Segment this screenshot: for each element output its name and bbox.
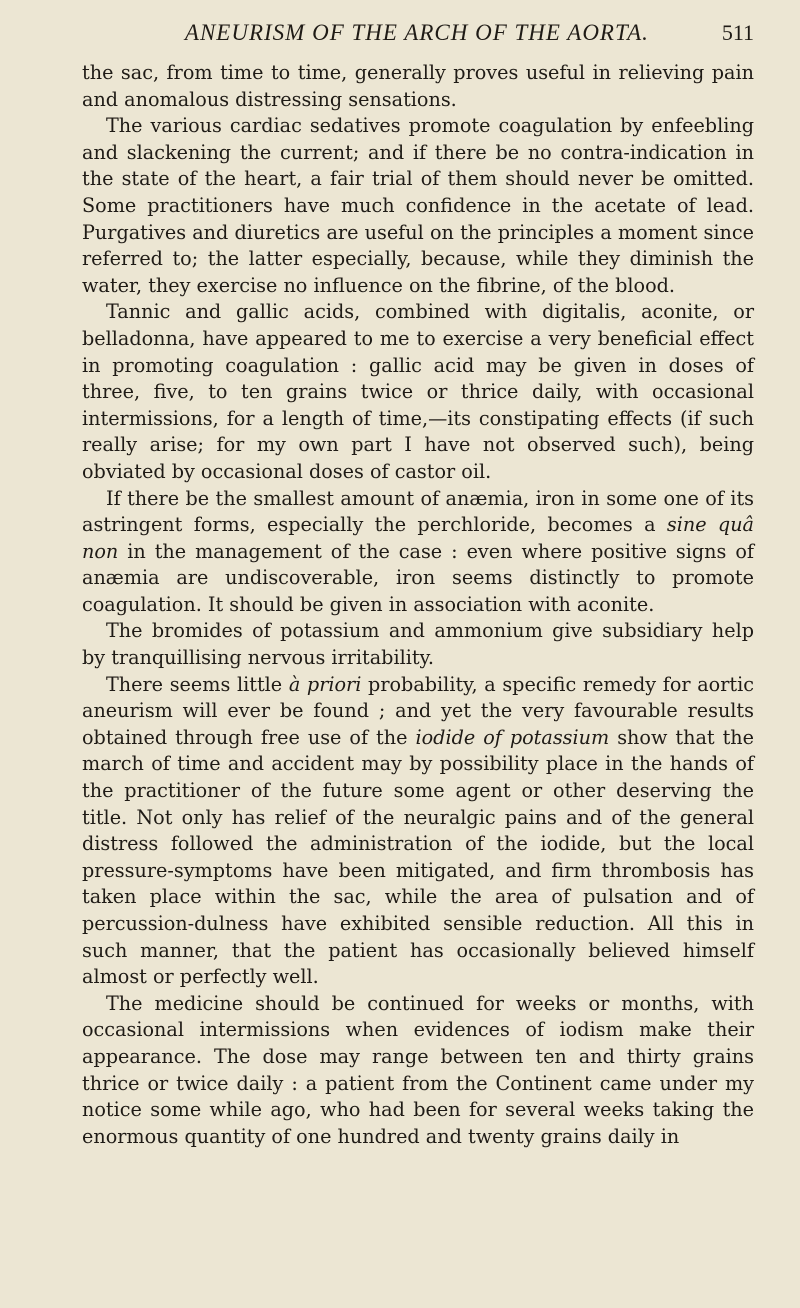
paragraph	[82, 486, 754, 619]
text-span: in the management of the case : even where positive signs of anæmia are undiscoverable, iron seems distinctly to promote coagulation. It should be given in association with aconite.	[82, 539, 754, 616]
italic-phrase: à priori	[288, 672, 362, 696]
page-number: 511	[721, 20, 754, 45]
text-span: probability, a specific remedy for aortic aneurism will ever be found ; and yet the very favourable results obtained through free use of the	[82, 672, 754, 749]
paragraph: The various cardiac sedatives promote coagulation by enfeebling and slackening the current; and if there be no contra-indication in the state of the heart, a fair trial of them should never be omitted. Some practitioners have much confidence in the acetate of lead. Purgatives and diuretics are useful on the principles a moment since referred to; the latter especially, because, while they diminish the water, they exercise no influence on the fibrine, of the blood.	[82, 114, 754, 297]
body-text	[82, 60, 754, 1150]
italic-phrase: sine quâ non	[82, 513, 754, 563]
paragraph: the sac, from time to time, generally proves useful in relieving pain and anomalous distressing sensations.	[82, 61, 754, 111]
paragraph: Tannic and gallic acids, combined with digitalis, aconite, or belladonna, have appeared to me to exercise a very beneficial effect in promoting coagulation : gallic acid may be given in doses of three, five, to ten grains twice or thrice daily, with occasional intermissions, for a length of time,—its constipating effects (if such really arise; for my own part I have not observed such), being obviated by occasional doses of castor oil.	[82, 300, 754, 483]
text-span: show that the march of time and accident may by possibility place in the hands of the practitioner of the future some agent or other deserving the title. Not only has relief of the neuralgic pains and of the general distress followed the administration of the iodide, but the local pressure-symptoms have been mitigated, and firm thrombosis has taken place within the sac, while the area of pulsation and of percussion-dulness have exhibited sensible reduction. All this in such manner, that the patient has occasionally believed himself almost or perfectly well.	[82, 725, 755, 989]
paragraph: The bromides of potassium and ammonium give subsidiary help by tranquillising nervous irritability.	[82, 619, 754, 670]
text-span: If there be the smallest amount of anæmia, iron in some one of its astringent forms, especially the perchloride, becomes a	[82, 486, 754, 537]
running-title: ANEURISM OF THE ARCH OF THE AORTA.	[184, 20, 649, 45]
italic-phrase: iodide of potassium	[415, 725, 610, 749]
text-span: There seems little	[106, 672, 289, 696]
paragraph: The medicine should be continued for weeks or months, with occasional intermissions when evidences of iodism make their appearance. The dose may range between ten and thirty grains thrice or twice daily : a patient from the Continent came under my notice some while ago, who had been for several weeks taking the enormous quantity of one hundred and twenty grains daily in	[82, 991, 754, 1148]
paragraph	[82, 672, 754, 991]
running-head	[82, 20, 754, 48]
